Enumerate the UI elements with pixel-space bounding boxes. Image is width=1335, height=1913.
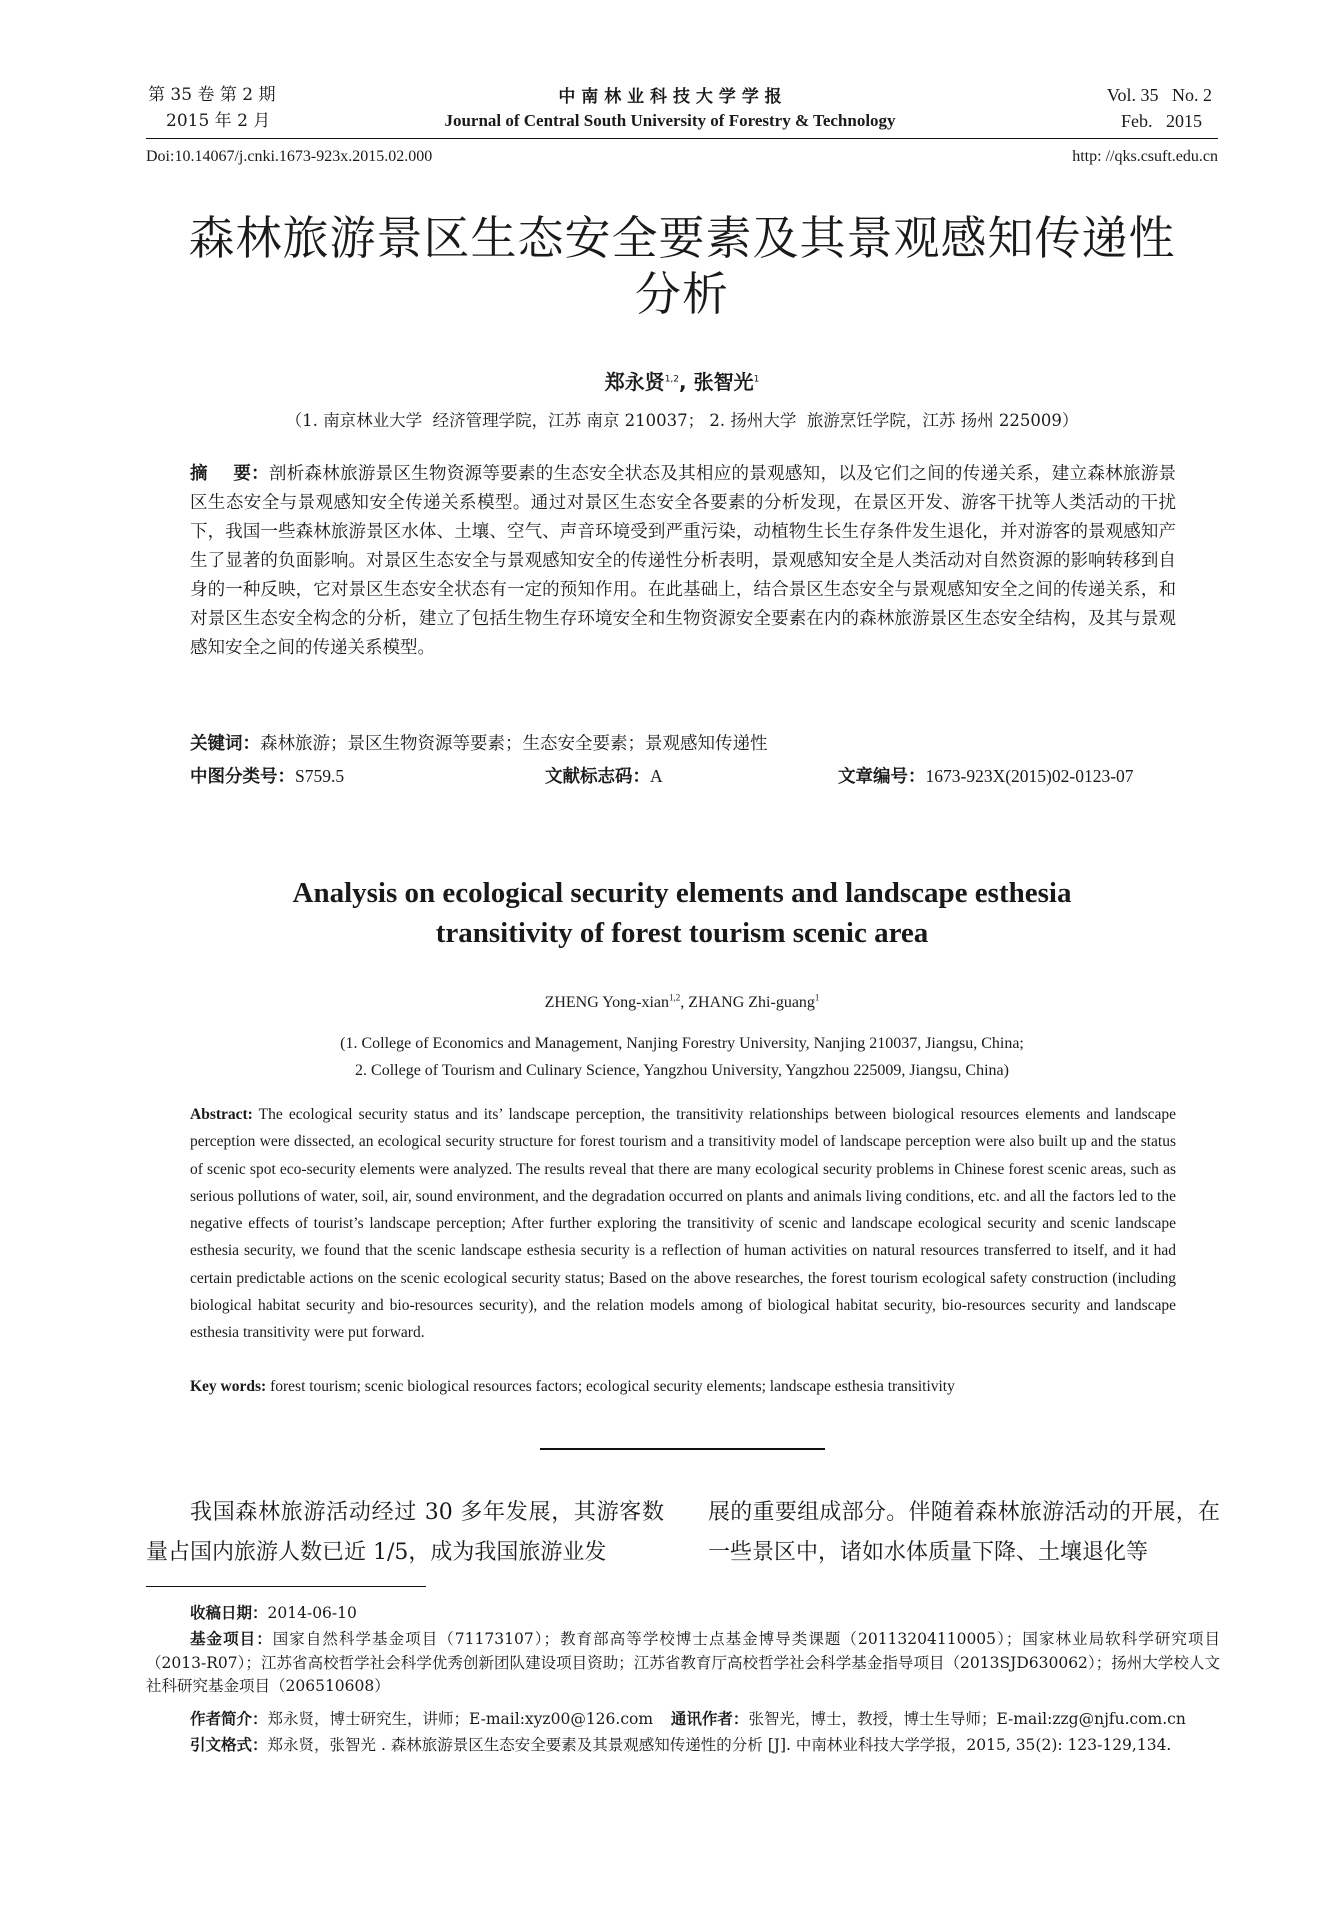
fund-info <box>146 1628 1220 1699</box>
footnote-rule <box>146 1586 426 1587</box>
affiliation-en-line1: (1. College of Economics and Management, Nanjing Forestry University, Nanjing 210037, Jiangsu, China; <box>340 1035 1024 1052</box>
author1-en: ZHENG Yong-xian <box>544 994 670 1011</box>
clc-number <box>190 762 344 792</box>
author1-en-affil: 1,2 <box>669 992 681 1003</box>
author-info-value: 郑永贤，博士研究生，讲师；E-mail:xyz00@126.com <box>267 1710 654 1728</box>
abstract-cn-label: 摘 要： <box>190 464 269 484</box>
received-value: 2014-06-10 <box>267 1604 357 1622</box>
author2-cn: 张智光 <box>693 370 754 394</box>
article-number <box>838 762 1134 792</box>
keywords-cn-label: 关键词： <box>190 734 260 754</box>
keywords-cn <box>190 730 1176 759</box>
title-en <box>146 873 1218 953</box>
authors-cn <box>146 368 1218 396</box>
author2-en-affil: 1 <box>814 992 820 1003</box>
date-cn: 2015 年 2 月 <box>166 111 271 131</box>
document-code-label: 文献标志码： <box>545 767 650 787</box>
citation-label: 引文格式： <box>190 1736 268 1754</box>
volume-issue-cn: 第 35 卷 第 2 期 <box>148 85 276 105</box>
author1-cn: 郑永贤 <box>604 370 665 394</box>
affiliation-en <box>146 1030 1218 1084</box>
author2-cn-affil: 1 <box>753 374 760 385</box>
journal-name-cn: 中 南 林 业 科 技 大 学 学 报 <box>558 87 782 107</box>
document-code-value: A <box>650 766 663 786</box>
date-en: Feb. 2015 <box>1121 111 1202 131</box>
abstract-en-label: Abstract: <box>190 1106 253 1123</box>
volume-issue-en: Vol. 35 No. 2 <box>1106 85 1212 105</box>
author1-cn-affil: 1,2 <box>664 374 680 385</box>
body-column-left: 我国森林旅游活动经过 30 多年发展，其游客数量占国内旅游人数已近 1/5，成为我国旅游业发 <box>146 1500 664 1565</box>
document-code <box>545 762 663 792</box>
keywords-en <box>190 1373 1176 1400</box>
author2-en: ZHANG Zhi-guang <box>688 994 815 1011</box>
corresponding-value: 张智光，博士，教授，博士生导师；E-mail:zzg@njfu.com.cn <box>748 1710 1186 1728</box>
keywords-en-label: Key words: <box>190 1378 267 1395</box>
fund-label: 基金项目： <box>190 1630 273 1648</box>
header-rule <box>146 138 1218 139</box>
clc-value: S759.5 <box>295 766 345 786</box>
journal-name-en: Journal of Central South University of Forestry & Technology <box>444 111 896 130</box>
citation-value: 郑永贤，张智光 . 森林旅游景区生态安全要素及其景观感知传递性的分析 [J]. 中南林业科技大学学报，2015, 35(2): 123-129,134. <box>267 1736 1172 1754</box>
author-info <box>190 1708 1220 1732</box>
citation-format <box>146 1734 1220 1758</box>
article-number-label: 文章编号： <box>838 767 926 787</box>
title-en-line1: Analysis on ecological security elements and landscape esthesia <box>292 877 1072 909</box>
abstract-separator <box>540 1448 825 1450</box>
fund-value: 国家自然科学基金项目（71173107）；教育部高等学校博士点基金博导类课题（20113204110005）；国家林业局软科学研究项目（2013-R07）；江苏省高校哲学社会科学优秀创新团队建设项目资助；江苏省教育厅高校哲学社会科学基金指导项目（2013SJD630062）；扬州大学校人文社科研究基金项目（206510608） <box>146 1630 1220 1695</box>
keywords-cn-text: 森林旅游；景区生物资源等要素；生态安全要素；景观感知传递性 <box>260 734 768 754</box>
corresponding-label: 通讯作者： <box>670 1710 749 1728</box>
journal-url: http: //qks.csuft.edu.cn <box>1072 148 1218 165</box>
clc-label: 中图分类号： <box>190 767 295 787</box>
author-sep-cn: , <box>679 370 694 394</box>
doi: Doi:10.14067/j.cnki.1673-923x.2015.02.000 <box>146 148 433 165</box>
affiliation-cn: （1. 南京林业大学 经济管理学院，江苏 南京 210037； 2. 扬州大学 旅游烹饪学院，江苏 扬州 225009） <box>285 411 1079 430</box>
abstract-en-text: The ecological security status and its’ landscape perception, the transitivity relationships between biological resources elements and landscape perception were dissected, an ecological security structure for forest tourism and a transitivity model of landscape perception were also built up and the status of scenic spot eco-security elements were analyzed. The results reveal that there are many ecological security problems in Chinese forest scenic areas, such as serious pollutions of water, soil, air, sound environment, and the degradation occurred on plants and animals living conditions, etc. and all the factors led to the negative effects of tourist’s landscape perception; After further exploring the transitivity of scenic and landscape ecological security and scenic landscape esthesia security, we found that the scenic landscape esthesia security is a reflection of human activities on natural resources transferred to itself, and it had certain predictable actions on the scenic ecological security status; Based on the above researches, the forest tourism ecological safety construction (including biological habitat security and bio-resources security), and the relation models among of biological habitat security, bio-resources security and landscape esthesia transitivity were put forward. <box>190 1106 1176 1342</box>
author-info-label: 作者简介： <box>190 1710 268 1728</box>
abstract-cn-text: 剖析森林旅游景区生物资源等要素的生态安全状态及其相应的景观感知，以及它们之间的传递关系，建立森林旅游景区生态安全与景观感知安全传递关系模型。通过对景区生态安全各要素的分析发现，在景区开发、游客干扰等人类活动的干扰下，我国一些森林旅游景区水体、土壤、空气、声音环境受到严重污染，动植物生长生存条件发生退化，并对游客的景观感知产生了显著的负面影响。对景区生态安全与景观感知安全的传递性分析表明，景观感知安全是人类活动对自然资源的影响转移到自身的一种反映，它对景区生态安全状态有一定的预知作用。在此基础上，结合景区生态安全与景观感知安全之间的传递关系，和对景区生态安全构念的分析，建立了包括生物生存环境安全和生物资源安全要素在内的森林旅游景区生态安全结构，及其与景观感知安全之间的传递关系模型。 <box>190 464 1177 658</box>
received-date <box>190 1602 1220 1626</box>
title-cn-line2: 分析 <box>635 267 729 321</box>
abstract-en <box>190 1101 1176 1347</box>
title-cn-line1: 森林旅游景区生态安全要素及其景观感知传递性 <box>188 211 1176 265</box>
author-sep-en: , <box>680 994 689 1011</box>
body-column-right: 展的重要组成部分。伴随着森林旅游活动的开展，在一些景区中，诸如水体质量下降、土壤退化等 <box>708 1500 1220 1565</box>
abstract-cn <box>190 460 1176 663</box>
keywords-en-text: forest tourism; scenic biological resources factors; ecological security elements; landscape esthesia transitivity <box>266 1378 955 1395</box>
title-cn <box>146 210 1218 322</box>
affiliation-en-line2: 2. College of Tourism and Culinary Science, Yangzhou University, Yangzhou 225009, Jiangsu, China) <box>355 1062 1009 1079</box>
article-number-value: 1673-923X(2015)02-0123-07 <box>925 766 1134 786</box>
received-label: 收稿日期： <box>190 1604 268 1622</box>
title-en-line2: transitivity of forest tourism scenic area <box>435 917 929 949</box>
authors-en <box>146 992 1218 1014</box>
